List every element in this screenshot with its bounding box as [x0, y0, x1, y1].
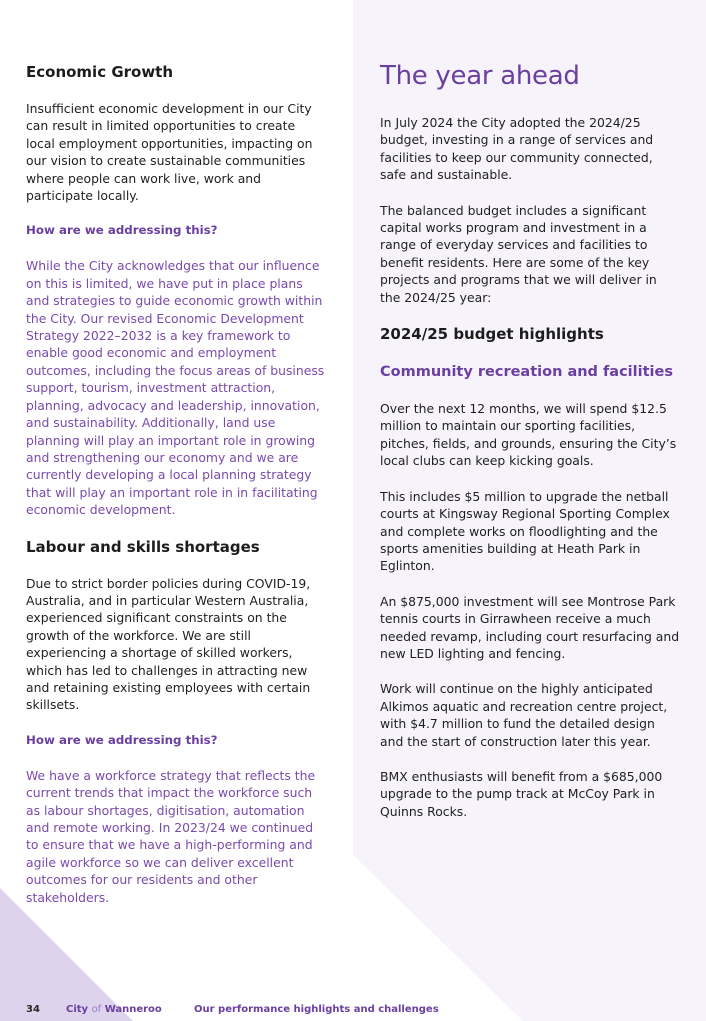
paragraph-sporting-facilities: Over the next 12 months, we will spend $12.5 million to maintain our sporting facilities, pitches, fields, and grounds, ensuring the City’s local clubs can keep kicking goals. — [380, 401, 677, 469]
footer-of-word: of — [91, 1004, 102, 1015]
paragraph-montrose-park: An $875,000 investment will see Montrose Park tennis courts in Girrawheen receive a much needed revamp, including court resurfacing and new LED lighting and fencing. — [380, 593, 680, 661]
right-column — [380, 60, 680, 820]
heading-budget-highlights: 2024/25 budget highlights — [380, 325, 604, 344]
paragraph-addressing-2: We have a workforce strategy that reflects the current trends that impact the workforce such as labour shortages, digitisation, automation and remote working. In 2023/24 we continued to ensure that we have a high-performing and agile workforce so we can deliver excellent outcomes for our residents and other stakeholders. — [26, 767, 316, 905]
page-number: 34 — [26, 1004, 40, 1015]
footer-section-title: Our performance highlights and challenges — [194, 1004, 439, 1015]
page-footer — [26, 1004, 439, 1015]
footer-wanneroo-word: Wanneroo — [104, 1004, 162, 1015]
corner-triangle — [0, 888, 133, 1021]
left-column — [26, 62, 326, 906]
paragraph-alkimos-centre: Work will continue on the highly anticipated Alkimos aquatic and recreation centre project, with $4.7 million to fund the detailed design and the start of construction later this year. — [380, 681, 668, 749]
subheading-addressing-1: How are we addressing this? — [26, 223, 218, 238]
paragraph-budget-adopted: In July 2024 the City adopted the 2024/25 budget, investing in a range of services and facilities to keep our community connected, safe and sustainable. — [380, 115, 654, 183]
subheading-community-recreation: Community recreation and facilities — [380, 364, 673, 381]
paragraph-netball-courts: This includes $5 million to upgrade the netball courts at Kingsway Regional Sporting Complex and complete works on floodlighting and the sports amenities building at Heath Park in Eglinton. — [380, 488, 670, 574]
paragraph-bmx-track: BMX enthusiasts will benefit from a $685,000 upgrade to the pump track at McCoy Park in Quinns Rocks. — [380, 768, 663, 819]
footer-city-word: City — [66, 1004, 89, 1015]
subheading-addressing-2: How are we addressing this? — [26, 732, 218, 747]
heading-economic-growth: Economic Growth — [26, 63, 174, 81]
paragraph-economic-growth: Insufficient economic development in our City can result in limited opportunities to create local employment opportunities, impacting on our vision to create sustainable communities where people can work live, work and participate locally. — [26, 101, 313, 204]
paragraph-addressing-1: While the City acknowledges that our influence on this is limited, we have put in place plans and strategies to guide economic growth within the City. Our revised Economic Development Strategy 2022–2032 is a key framework to enable good economic and employment outcomes, including the focus areas of business support, tourism, investment attraction, planning, advocacy and leadership, innovation, and sustainability. Additionally, land use planning will play an important role in growing and strengthening our economy and we are currently developing a local planning strategy that will play an important role in in facilitating economic development. — [26, 258, 325, 518]
footer-city-name — [66, 1004, 194, 1015]
heading-labour-shortages: Labour and skills shortages — [26, 537, 260, 556]
page-title: The year ahead — [380, 61, 580, 91]
paragraph-balanced-budget: The balanced budget includes a significant capital works program and investment in a range of everyday services and facilities to benefit residents. Here are some of the key projects and programs that we will deliver in the 2024/25 year: — [380, 202, 657, 305]
paragraph-labour-shortages: Due to strict border policies during COVID-19, Australia, and in particular Western Australia, experienced significant constraints on the growth of the workforce. We are still experiencing a shortage of skilled workers, which has led to challenges in attracting new and retaining existing employees with certain skillsets. — [26, 575, 311, 713]
